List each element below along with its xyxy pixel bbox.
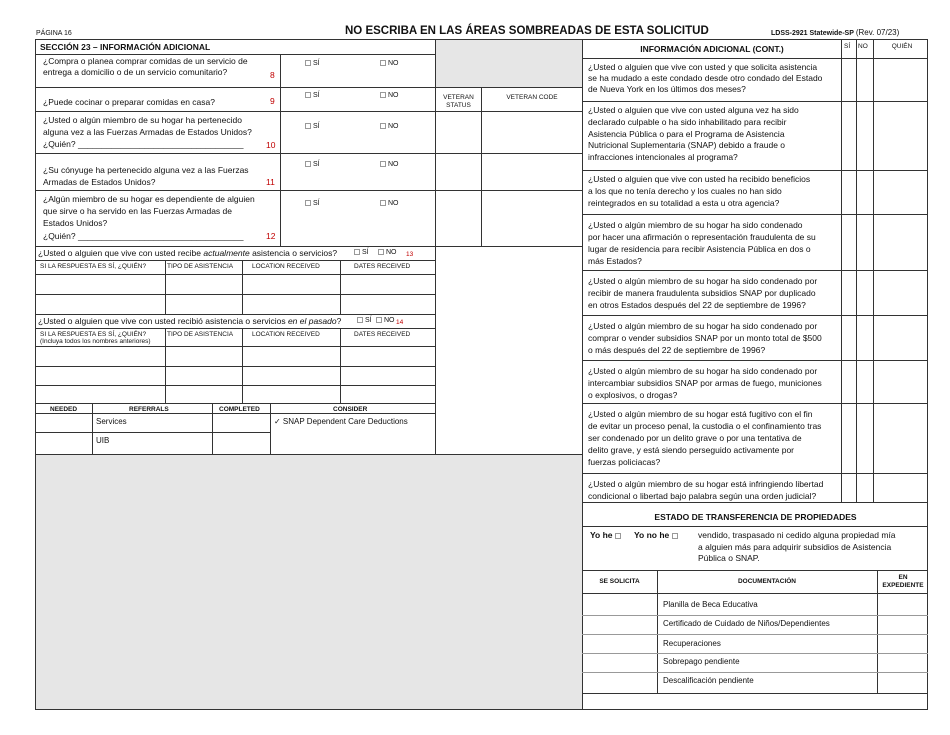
- q13-col-quien: SI LA RESPUESTA ES SÍ, ¿QUIÉN?: [40, 263, 147, 270]
- q14-pre: ¿Usted o alguien que vive con usted recibió asistencia o servicios: [38, 316, 288, 326]
- form-id-label: LDSS-2921 Statewide-SP: [771, 30, 854, 37]
- rq2: [588, 105, 799, 164]
- q8-yes-checkbox[interactable]: [305, 60, 311, 66]
- yes-label: SÍ: [365, 317, 372, 324]
- yo-he-option[interactable]: [590, 530, 623, 541]
- q8-no-checkbox[interactable]: [380, 60, 386, 66]
- rq5-l2: recibir de manera fraudulenta subsidios SNAP por duplicado: [588, 288, 816, 298]
- rq6-l2: comprar o vender subsidios SNAP por un monto total de $500: [588, 333, 822, 343]
- rq4-l3: lugar de residencia para recibir Asistencia Pública en dos o: [588, 244, 811, 254]
- no-label: NO: [388, 92, 399, 99]
- yes-label: SÍ: [313, 200, 320, 207]
- q9-yes-checkbox[interactable]: [305, 92, 311, 98]
- rq8: [588, 408, 821, 468]
- rq5-l3: en otros Estados después del 22 de septiembre de 1996?: [588, 300, 806, 310]
- no-label: NO: [384, 317, 395, 324]
- referral-services: Services: [96, 417, 127, 426]
- rq8-l2: de evitar un proceso penal, la custodia o el confinamiento tras: [588, 421, 822, 431]
- rq6-l1: ¿Usted o algún miembro de su hogar ha sido condenado por: [588, 321, 818, 331]
- transfer-text-l2: a alguien más para adquirir subsidios de Asistencia: [698, 541, 892, 552]
- completed-header: COMPLETED: [219, 406, 260, 413]
- rq4-l2: por hacer una afirmación o representación fraudulenta de su: [588, 232, 816, 242]
- transfer-text: [698, 530, 896, 565]
- q8-number: 8: [270, 70, 275, 80]
- rq8-l3: ser condenado por un delito grave o por una tentativa de: [588, 433, 802, 443]
- rq1-l1: ¿Usted o alguien que vive con usted y que solicita asistencia: [588, 62, 818, 72]
- si-header: SÍ: [844, 43, 851, 50]
- q9-number: 9: [270, 96, 275, 106]
- rq3-l3: reintegrados en su totalidad a esta u otra agencia?: [588, 197, 780, 208]
- yo-he-label: Yo he: [590, 530, 613, 540]
- q9-no[interactable]: [380, 92, 399, 99]
- rq2-l3: Asistencia Pública o para el Programa de Asistencia: [588, 128, 785, 139]
- rq5-l1: ¿Usted o algún miembro de su hogar ha sido condenado por: [588, 276, 818, 286]
- q13-col-location: LOCATION RECEIVED: [252, 263, 320, 270]
- doc-recuperaciones: Recuperaciones: [663, 639, 721, 648]
- q13-text: [38, 248, 337, 259]
- q12-line4: ¿Quién? ___________________________________: [43, 231, 244, 241]
- transfer-text-l1: vendido, traspasado ni cedido alguna propiedad mía: [698, 530, 896, 540]
- rq1-l2: se ha mudado a este condado desde otro condado del Estado: [588, 73, 823, 83]
- q11-number: 11: [266, 177, 275, 187]
- q12-line3: Estados Unidos?: [43, 218, 108, 228]
- q11-yes[interactable]: [305, 161, 320, 168]
- rq6: [588, 320, 822, 356]
- yo-no-he-label: Yo no he: [634, 530, 670, 540]
- form-rev: (Rev. 07/23): [855, 28, 900, 37]
- doc-sobrepago: Sobrepago pendiente: [663, 657, 740, 666]
- q10-line3: ¿Quién? ___________________________________: [43, 139, 244, 149]
- q10-no-checkbox[interactable]: [380, 123, 386, 129]
- no-label: NO: [388, 161, 399, 168]
- q13-italic: actualmente: [203, 248, 250, 258]
- q8-yes[interactable]: [305, 60, 320, 67]
- referrals-header: REFERRALS: [129, 406, 169, 413]
- doc-beca: Planilla de Beca Educativa: [663, 600, 758, 609]
- q13-no-checkbox[interactable]: [378, 249, 384, 255]
- rq7-l3: o explosivos, o drogas?: [588, 390, 678, 400]
- q10-number: 10: [266, 140, 276, 150]
- no-label: NO: [386, 249, 397, 256]
- rq3-l2: a los que no tenía derecho y los cuales no han sido: [588, 185, 782, 196]
- rq5: [588, 275, 817, 311]
- transfer-title: ESTADO DE TRANSFERENCIA DE PROPIEDADES: [654, 512, 857, 522]
- q13-row2-quien[interactable]: [36, 295, 165, 313]
- no-label: NO: [388, 60, 399, 67]
- q14-italic: en el pasado: [287, 316, 337, 326]
- en-label: EN: [898, 574, 908, 581]
- q10-line2: alguna vez a las Fuerzas Armadas de Estados Unidos?: [43, 127, 252, 137]
- consider-snap-dependent-care[interactable]: ✓ SNAP Dependent Care Deductions: [274, 417, 408, 426]
- rq2-l5: infracciones intencionales al programa?: [588, 152, 738, 163]
- q12-number: 12: [266, 231, 276, 241]
- rq7: [588, 365, 822, 401]
- q14-no-checkbox[interactable]: [376, 317, 382, 323]
- q14-col-dates: DATES RECEIVED: [354, 331, 411, 338]
- rq2-l4: Nutricional Suplementaria (SNAP) debido a fraude o: [588, 140, 786, 151]
- yo-no-he-checkbox[interactable]: [672, 533, 678, 539]
- q14-no[interactable]: [376, 317, 395, 324]
- q14-col-quien-note: (Incluya todos los nombres anteriores): [40, 338, 151, 345]
- q9-line1: ¿Puede cocinar o preparar comidas en casa?: [43, 97, 215, 107]
- quien-header: QUIÉN: [891, 43, 913, 50]
- yes-label: SÍ: [313, 123, 320, 130]
- q11-no-checkbox[interactable]: [380, 161, 386, 167]
- no-label: NO: [388, 123, 399, 130]
- veteran-code-header: VETERAN CODE: [506, 94, 558, 101]
- rq8-l1: ¿Usted o algún miembro de su hogar está fugitivo con el fin: [588, 409, 813, 419]
- q8-line1: ¿Compra o planea comprar comidas de un servicio de: [43, 56, 248, 66]
- q14-col-location: LOCATION RECEIVED: [252, 331, 320, 338]
- q12-line2: que sirve o ha servido en las Fuerzas Armadas de: [43, 206, 232, 216]
- rq3-l1: ¿Usted o alguien que vive con usted ha recibido beneficios: [588, 174, 811, 184]
- referral-uib: UIB: [96, 436, 110, 445]
- veteran-status-header: VETERAN STATUS: [443, 94, 474, 109]
- rq8-l5: fuerzas policiacas?: [588, 457, 661, 467]
- q13-number: 13: [406, 251, 414, 258]
- no-label: NO: [388, 200, 399, 207]
- q9-yes[interactable]: [305, 92, 320, 99]
- rq7-l2: intercambiar subsidios SNAP por armas de fuego, municiones: [588, 378, 822, 388]
- q12-yes-checkbox[interactable]: [305, 200, 311, 206]
- q13-row1-quien[interactable]: [36, 275, 165, 293]
- q14-text: [38, 316, 341, 327]
- rq2-l1: ¿Usted o alguien que vive con usted alguna vez ha sido: [588, 105, 799, 115]
- yo-no-he-option[interactable]: [634, 530, 680, 541]
- rq1-l3: de Nueva York en los últimos dos meses?: [588, 84, 746, 94]
- q11-no[interactable]: [380, 161, 399, 168]
- q13-post: asistencia o servicios?: [249, 248, 338, 258]
- rq7-l1: ¿Usted o algún miembro de su hogar ha sido condenado por: [588, 366, 818, 376]
- q13-col-dates: DATES RECEIVED: [354, 263, 411, 270]
- q10-yes-checkbox[interactable]: [305, 123, 311, 129]
- shaded-area-bottom: [36, 455, 582, 709]
- q13-yes-checkbox[interactable]: [354, 249, 360, 255]
- q8-line2: entrega a domicilio o de un servicio comunitario?: [43, 67, 228, 77]
- section-title: SECCIÓN 23 – INFORMACIÓN ADICIONAL: [40, 42, 211, 52]
- expediente-label: EXPEDIENTE: [882, 581, 924, 589]
- rq9-l2: condicional o libertad bajo palabra según una orden judicial?: [588, 491, 817, 501]
- yo-he-checkbox[interactable]: [615, 533, 621, 539]
- form-id: [771, 28, 899, 37]
- q11-line1: ¿Su cónyuge ha pertenecido alguna vez a las Fuerzas: [43, 165, 249, 175]
- rq2-l2: declarado culpable o ha sido inhabilitado para recibir: [588, 116, 787, 127]
- page-title: NO ESCRIBA EN LAS ÁREAS SOMBREADAS DE ESTA SOLICITUD: [345, 25, 709, 37]
- yes-label: SÍ: [313, 60, 320, 67]
- rq8-l4: delito grave, y está siendo perseguido activamente por: [588, 445, 795, 455]
- rq4: [588, 219, 816, 267]
- q14-number: 14: [396, 319, 404, 326]
- q12-no-checkbox[interactable]: [380, 200, 386, 206]
- q14-col-quien: SI LA RESPUESTA ES SÍ, ¿QUIÉN?: [40, 331, 147, 338]
- q14-yes-checkbox[interactable]: [357, 317, 363, 323]
- q13-pre: ¿Usted o alguien que vive con usted recibe: [38, 248, 204, 258]
- rq9: [588, 478, 823, 502]
- needed-header: NEEDED: [50, 406, 78, 413]
- documentacion-header: DOCUMENTACIÓN: [737, 578, 796, 585]
- q9-no-checkbox[interactable]: [380, 92, 386, 98]
- q11-yes-checkbox[interactable]: [305, 161, 311, 167]
- yes-label: SÍ: [362, 249, 369, 256]
- q14-yes[interactable]: [357, 317, 372, 324]
- rq4-l4: más Estados?: [588, 256, 642, 266]
- q13-no[interactable]: [378, 249, 397, 256]
- right-section-title: INFORMACIÓN ADICIONAL (CONT.): [640, 44, 784, 54]
- q12-no[interactable]: [380, 200, 399, 207]
- q14-post: ?: [336, 316, 342, 326]
- rq1: [588, 62, 822, 95]
- rq4-l1: ¿Usted o algún miembro de su hogar ha sido condenado: [588, 220, 803, 230]
- yes-label: SÍ: [313, 161, 320, 168]
- q13-yes[interactable]: [354, 249, 369, 256]
- consider-header: CONSIDER: [333, 406, 368, 413]
- q12-line1: ¿Algún miembro de su hogar es dependiente de alguien: [43, 194, 255, 204]
- q12-yes[interactable]: [305, 200, 320, 207]
- q10-line1: ¿Usted o algún miembro de su hogar ha pertenecido: [43, 115, 242, 125]
- q11-line2: Armadas de Estados Unidos?: [43, 177, 156, 187]
- yes-label: SÍ: [313, 92, 320, 99]
- no-header: NO: [858, 43, 868, 50]
- q13-col-tipo: TIPO DE ASISTENCIA: [167, 263, 234, 270]
- q14-col-tipo: TIPO DE ASISTENCIA: [167, 331, 234, 338]
- en-expediente-header: [878, 574, 928, 589]
- rq6-l3: o más después del 22 de septiembre de 1996?: [588, 345, 766, 355]
- doc-descalificacion: Descalificación pendiente: [663, 676, 754, 685]
- q8-no[interactable]: [380, 60, 399, 67]
- q10-yes[interactable]: [305, 123, 320, 130]
- doc-cuidado: Certificado de Cuidado de Niños/Dependientes: [663, 619, 830, 628]
- shaded-area-top-right: [435, 40, 582, 88]
- rq9-l1: ¿Usted o algún miembro de su hogar está infringiendo libertad: [588, 479, 824, 489]
- se-solicita-header: SE SOLICITA: [599, 578, 640, 585]
- transfer-text-l3: Pública o SNAP.: [698, 553, 760, 563]
- page-number: PÁGINA 16: [36, 30, 72, 37]
- q10-no[interactable]: [380, 123, 399, 130]
- rq3: [588, 174, 810, 209]
